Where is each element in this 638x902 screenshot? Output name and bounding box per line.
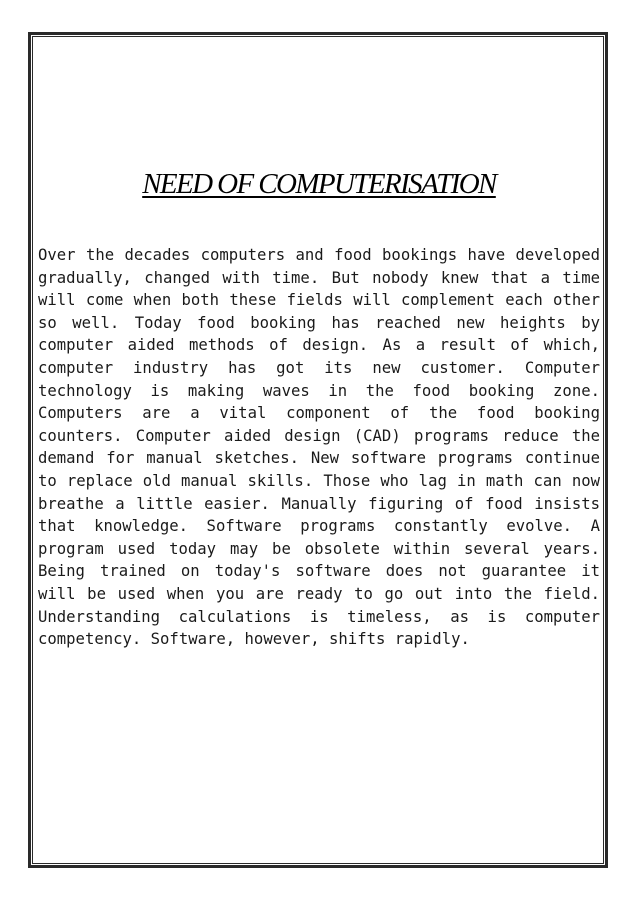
page-title: NEED OF COMPUTERISATION	[142, 168, 496, 200]
body-paragraph: Over the decades computers and food bookings have developed gradually, changed with time. But nobody knew that a time will come when both these fields will complement each other so well. Today food booking has reached new heights by computer aided methods of design. As a result of which, computer industry has got its new customer. Computer technology is making waves in the food booking zone. Computers are a vital component of the food booking counters. Computer aided design (CAD) programs reduce the demand for manual sketches. New software programs continue to replace old manual skills. Those who lag in math can now breathe a little easier. Manually figuring of food insists that knowledge. Software programs constantly evolve. A program used today may be obsolete within several years. Being trained on today's software does not guarantee it will be used when you are ready to go out into the field. Understanding calculations is timeless, as is computer competency. Software, however, shifts rapidly.	[38, 246, 600, 649]
